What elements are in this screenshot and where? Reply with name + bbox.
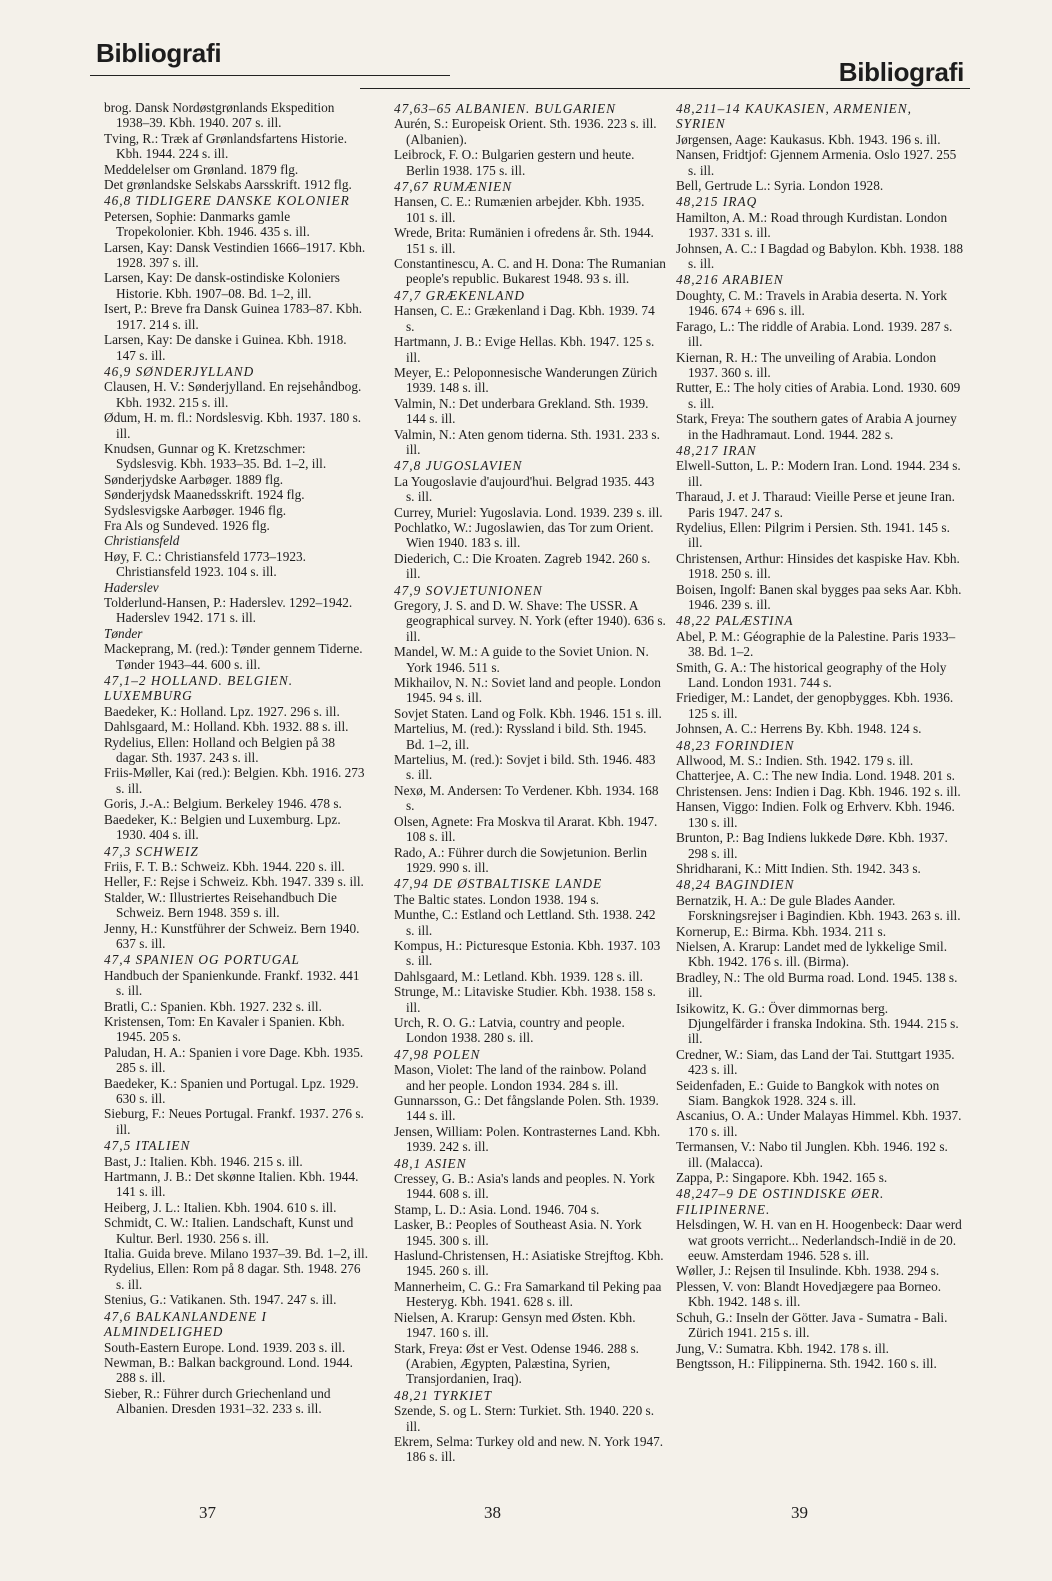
bibliography-entry: Bell, Gertrude L.: Syria. London 1928. <box>676 178 884 194</box>
bibliography-entry: Sydslesvigske Aarbøger. 1946 flg. <box>104 502 287 518</box>
bibliography-entry: Kristensen, Tom: En Kavaler i Spanien. Kbh. 1945. 205 s. <box>104 1013 345 1045</box>
bibliography-entry: Bast, J.: Italien. Kbh. 1946. 215 s. ill. <box>104 1153 303 1169</box>
bibliography-entry: Diederich, C.: Die Kroaten. Zagreb 1942. 260 s. ill. <box>394 550 651 582</box>
bibliography-entry: Stamp, L. D.: Asia. Lond. 1946. 704 s. <box>394 1201 600 1217</box>
bibliography-entry: Dahlsgaard, M.: Holland. Kbh. 1932. 88 s. ill. <box>104 719 349 735</box>
bibliography-entry: Boisen, Ingolf: Banen skal bygges paa seks Aar. Kbh. 1946. 239 s. ill. <box>676 581 962 612</box>
bibliography-entry: Brunton, P.: Bag Indiens lukkede Døre. Kbh. 1937. 298 s. ill. <box>676 830 948 861</box>
bibliography-entry: Wrede, Brita: Rumänien i ofredens år. Sth. 1944. 151 s. ill. <box>394 225 654 256</box>
section-heading: 47,7 GRÆKENLAND <box>394 287 525 303</box>
bibliography-entry: Isikowitz, K. G.: Över dimmornas berg. Djungelfärder i franska Indokina. Sth. 1944. 215 s. ill. <box>676 1000 959 1047</box>
bibliography-entry: Ascanius, O. A.: Under Malayas Himmel. Kbh. 1937. 170 s. ill. <box>676 1108 962 1139</box>
bibliography-entry: Larsen, Kay: Dansk Vestindien 1666–1917. Kbh. 1928. 397 s. ill. <box>104 239 366 271</box>
bibliography-entry: Mikhailov, N. N.: Soviet land and people. London 1945. 94 s. ill. <box>394 675 661 706</box>
bibliography-entry: Nielsen, A. Krarup: Gensyn med Østen. Kbh. 1947. 160 s. ill. <box>394 1309 636 1341</box>
bibliography-entry: Cressey, G. B.: Asia's lands and peoples. N. York 1944. 608 s. ill. <box>394 1171 655 1202</box>
page-number-37: 37 <box>199 1503 216 1522</box>
column-3 <box>676 100 965 1371</box>
bibliography-entry: Rydelius, Ellen: Pilgrim i Persien. Sth. 1941. 145 s. ill. <box>676 519 950 551</box>
section-heading: 48,23 FORINDIEN <box>676 737 795 753</box>
bibliography-entry: Abel, P. M.: Géographie de la Palestine. Paris 1933–38. Bd. 1–2. <box>676 628 956 660</box>
section-heading: 47,9 SOVJETUNIONEN <box>394 582 543 598</box>
section-heading: 47,3 SCHWEIZ <box>104 843 199 859</box>
bibliography-entry: Friis-Møller, Kai (red.): Belgien. Kbh. 1916. 273 s. ill. <box>104 765 365 796</box>
bibliography-entry: Termansen, V.: Nabo til Junglen. Kbh. 1946. 192 s. ill. (Malacca). <box>676 1139 948 1170</box>
bibliography-entry: Bradley, N.: The old Burma road. Lond. 1945. 138 s. ill. <box>676 969 958 1001</box>
bibliography-entry: Lasker, B.: Peoples of Southeast Asia. N. York 1945. 300 s. ill. <box>394 1217 642 1248</box>
bibliography-entry: South-Eastern Europe. Lond. 1939. 203 s. ill. <box>104 1339 346 1355</box>
bibliography-entry: Schmidt, C. W.: Italien. Landschaft, Kunst und Kultur. Berl. 1930. 256 s. ill. <box>104 1215 354 1246</box>
page-header-left: Bibliografi <box>96 38 222 68</box>
bibliography-entry: Johnsen, A. C.: I Bagdad og Babylon. Kbh. 1938. 188 s. ill. <box>676 240 963 272</box>
bibliography-entry: The Baltic states. London 1938. 194 s. <box>394 891 599 907</box>
bibliography-entry: Rydelius, Ellen: Rom på 8 dagar. Sth. 1948. 276 s. ill. <box>104 1261 361 1292</box>
bibliography-entry: Zappa, P.: Singapore. Kbh. 1942. 165 s. <box>676 1170 888 1186</box>
bibliography-entry: Johnsen, A. C.: Herrens By. Kbh. 1948. 124 s. <box>676 721 922 737</box>
bibliography-entry: Jørgensen, Aage: Kaukasus. Kbh. 1943. 196 s. ill. <box>676 131 941 147</box>
section-heading: 47,63–65 ALBANIEN. BULGARIEN <box>394 101 617 116</box>
bibliography-entry: Hamilton, A. M.: Road through Kurdistan. London 1937. 331 s. ill. <box>676 209 948 241</box>
bibliography-entry: Rutter, E.: The holy cities of Arabia. Lond. 1930. 609 s. ill. <box>676 380 961 411</box>
bibliography-entry: Allwood, M. S.: Indien. Sth. 1942. 179 s. ill. <box>676 753 914 769</box>
bibliography-entry: Szende, S. og L. Stern: Turkiet. Sth. 1940. 220 s. ill. <box>394 1403 655 1434</box>
bibliography-entry: Bengtsson, H.: Filippinerna. Sth. 1942. 160 s. ill. <box>676 1355 937 1371</box>
bibliography-entry: Meyer, E.: Peloponnesische Wanderungen Zürich 1939. 148 s. ill. <box>394 364 658 396</box>
bibliography-entry: Seidenfaden, E.: Guide to Bangkok with notes on Siam. Bangkok 1928. 324 s. ill. <box>676 1077 940 1108</box>
bibliography-entry: Dahlsgaard, M.: Letland. Kbh. 1939. 128 s. ill. <box>394 968 643 984</box>
bibliography-entry: Elwell-Sutton, L. P.: Modern Iran. Lond. 1944. 234 s. ill. <box>676 458 961 489</box>
bibliography-entry: Jensen, William: Polen. Kontrasternes Land. Kbh. 1939. 242 s. ill. <box>394 1123 661 1155</box>
bibliography-entry: Sieber, R.: Führer durch Griechenland und Albanien. Dresden 1931–32. 233 s. ill. <box>104 1385 331 1417</box>
section-heading: 48,1 ASIEN <box>394 1155 467 1171</box>
bibliography-entry: Goris, J.-A.: Belgium. Berkeley 1946. 478 s. <box>104 796 342 812</box>
bibliography-entry: Plessen, V. von: Blandt Hovedjægere paa Borneo. Kbh. 1942. 148 s. ill. <box>676 1278 942 1310</box>
bibliography-entry: Constantinescu, A. C. and H. Dona: The Rumanian people's republic. Bukarest 1948. 93 s. ill. <box>394 256 666 287</box>
page-number-38: 38 <box>484 1503 501 1522</box>
bibliography-entry: Hansen, Viggo: Indien. Folk og Erhverv. Kbh. 1946. 130 s. ill. <box>676 799 955 830</box>
bibliography-entry: Hansen, C. E.: Grækenland i Dag. Kbh. 1939. 74 s. <box>394 303 655 334</box>
bibliography-entry: Friis, F. T. B.: Schweiz. Kbh. 1944. 220 s. ill. <box>104 858 345 874</box>
bibliography-entry: Stenius, G.: Vatikanen. Sth. 1947. 247 s. ill. <box>104 1292 337 1308</box>
bibliography-entry: Helsdingen, W. H. van en H. Hoogenbeck: Daar werd wat groots verricht... Nederlandsch-Indië in de 20. eeuw. Amsterdam 1946. 528 s. ill. <box>676 1217 962 1264</box>
bibliography-entry: Olsen, Agnete: Fra Moskva til Ararat. Kbh. 1947. 108 s. ill. <box>394 813 658 845</box>
section-heading: 46,8 TIDLIGERE DANSKE KOLONIER <box>104 193 350 209</box>
section-heading: 47,67 RUMÆNIEN <box>394 179 513 195</box>
bibliography-entry: Heller, F.: Rejse i Schweiz. Kbh. 1947. 339 s. ill. <box>104 874 364 890</box>
bibliography-entry: Baedeker, K.: Belgien und Luxemburg. Lpz. 1930. 404 s. ill. <box>104 811 341 843</box>
bibliography-entry: Christensen, Arthur: Hinsides det kaspiske Hav. Kbh. 1918. 250 s. ill. <box>676 550 960 582</box>
section-heading: 47,94 DE ØSTBALTISKE LANDE <box>394 876 603 892</box>
bibliography-entry: Aurén, S.: Europeisk Orient. Sth. 1936. 223 s. ill. (Albanien). <box>394 116 657 147</box>
bibliography-entry: Knudsen, Gunnar og K. Kretzschmer: Sydslesvig. Kbh. 1933–35. Bd. 1–2, ill. <box>104 440 327 472</box>
bibliography-entry: Mandel, W. M.: A guide to the Soviet Union. N. York 1946. 511 s. <box>394 644 649 675</box>
column-2 <box>394 100 666 1465</box>
bibliography-entry: Nexø, M. Andersen: To Verdener. Kbh. 1934. 168 s. <box>394 782 659 814</box>
bibliography-entry: Schuh, G.: Inseln der Götter. Java - Sumatra - Bali. Zürich 1941. 215 s. ill. <box>676 1309 948 1341</box>
bibliography-entry: Rado, A.: Führer durch die Sowjetunion. Berlin 1929. 990 s. ill. <box>394 844 647 875</box>
bibliography-entry: Italia. Guida breve. Milano 1937–39. Bd. 1–2, ill. <box>104 1246 369 1262</box>
bibliography-entry: Sønderjydsk Maanedsskrift. 1924 flg. <box>104 487 305 503</box>
section-heading: 46,9 SØNDERJYLLAND <box>104 363 255 379</box>
page-header-right: Bibliografi <box>838 57 964 87</box>
bibliography-entry: Heiberg, J. L.: Italien. Kbh. 1904. 610 s. ill. <box>104 1199 337 1215</box>
section-heading: 47,1–2 HOLLAND. BELGIEN. LUXEMBURG <box>104 673 294 704</box>
subsection-heading: Tønder <box>104 625 143 641</box>
bibliography-entry: Hansen, C. E.: Rumænien arbejder. Kbh. 1935. 101 s. ill. <box>394 194 645 225</box>
bibliography-entry: Pochlatko, W.: Jugoslawien, das Tor zum Orient. Wien 1940. 183 s. ill. <box>394 519 654 551</box>
bibliography-entry: Jung, V.: Sumatra. Kbh. 1942. 178 s. ill. <box>676 1340 890 1356</box>
bibliography-entry: Gregory, J. S. and D. W. Shave: The USSR. A geographical survey. N. York (efter 1940). 636 s. ill. <box>394 598 666 644</box>
bibliography-entry: Haslund-Christensen, H.: Asiatiske Strejftog. Kbh. 1945. 260 s. ill. <box>394 1248 664 1279</box>
bibliography-entry: Clausen, H. V.: Sønderjylland. En rejsehåndbog. Kbh. 1932. 215 s. ill. <box>104 379 362 410</box>
section-heading: 47,6 BALKANLANDENE I ALMINDELIGHED <box>104 1308 267 1340</box>
bibliography-entry: Isert, P.: Breve fra Dansk Guinea 1783–87. Kbh. 1917. 214 s. ill. <box>104 301 363 332</box>
bibliography-entry: Martelius, M. (red.): Ryssland i bild. Sth. 1945. Bd. 1–2, ill. <box>394 721 647 752</box>
bibliography-entry: Martelius, M. (red.): Sovjet i bild. Sth. 1946. 483 s. ill. <box>394 752 656 783</box>
bibliography-entry: Mannerheim, C. G.: Fra Samarkand til Peking paa Hesteryg. Kbh. 1941. 628 s. ill. <box>394 1278 662 1310</box>
bibliography-entry: Ekrem, Selma: Turkey old and new. N. York 1947. 186 s. ill. <box>394 1433 664 1465</box>
bibliography-entry: Handbuch der Spanienkunde. Frankf. 1932. 441 s. ill. <box>104 967 360 999</box>
bibliography-entry: Larsen, Kay: De dansk-ostindiske Koloniers Historie. Kbh. 1907–08. Bd. 1–2, ill. <box>104 270 340 301</box>
bibliography-entry: Chatterjee, A. C.: The new India. Lond. 1948. 201 s. <box>676 768 955 784</box>
bibliography-entry: Kiernan, R. H.: The unveiling of Arabia. London 1937. 360 s. ill. <box>676 349 937 380</box>
bibliography-entry: Stalder, W.: Illustriertes Reisehandbuch Die Schweiz. Bern 1948. 359 s. ill. <box>104 889 337 921</box>
bibliography-entry: Meddelelser om Grønland. 1879 flg. <box>104 161 299 177</box>
bibliography-entry: Tving, R.: Træk af Grønlandsfartens Historie. Kbh. 1944. 224 s. ill. <box>104 130 348 162</box>
bibliography-entry: Shridharani, K.: Mitt Indien. Sth. 1942. 343 s. <box>676 860 921 876</box>
section-heading: 48,21 TYRKIET <box>394 1387 492 1403</box>
bibliography-entry: Currey, Muriel: Yugoslavia. Lond. 1939. 239 s. ill. <box>394 504 663 520</box>
bibliography-entry: Nielsen, A. Krarup: Landet med de lykkelige Smil. Kbh. 1942. 176 s. ill. (Birma). <box>676 938 948 970</box>
bibliography-entry: Sønderjydske Aarbøger. 1889 flg. <box>104 471 284 487</box>
bibliography-entry: Leibrock, F. O.: Bulgarien gestern und heute. Berlin 1938. 175 s. ill. <box>394 147 635 178</box>
bibliography-entry: La Yougoslavie d'aujourd'hui. Belgrad 1935. 443 s. ill. <box>394 473 655 505</box>
section-heading: 48,247–9 DE OSTINDISKE ØER. FILIPINERNE. <box>676 1186 885 1217</box>
section-heading: 48,215 IRAQ <box>676 194 758 210</box>
bibliography-entry: Hartmann, J. B.: Det skønne Italien. Kbh. 1944. 141 s. ill. <box>104 1169 359 1200</box>
section-heading: 48,24 BAGINDIEN <box>676 877 795 893</box>
bibliography-entry: Wøller, J.: Rejsen til Insulinde. Kbh. 1938. 294 s. <box>676 1263 940 1279</box>
bibliography-entry: Høy, F. C.: Christiansfeld 1773–1923. Christiansfeld 1923. 104 s. ill. <box>104 548 306 580</box>
bibliography-entry: Valmin, N.: Det underbara Grekland. Sth. 1939. 144 s. ill. <box>394 395 649 427</box>
bibliography-entry: Jenny, H.: Kunstführer der Schweiz. Bern 1940. 637 s. ill. <box>104 920 360 951</box>
bibliography-entry: Tharaud, J. et J. Tharaud: Vieille Perse et jeune Iran. Paris 1947. 247 s. <box>676 489 955 520</box>
bibliography-entry: Nansen, Fridtjof: Gjennem Armenia. Oslo 1927. 255 s. ill. <box>676 147 957 178</box>
header-rule-right <box>360 88 970 89</box>
section-heading: 47,5 ITALIEN <box>104 1138 191 1154</box>
bibliography-entry: Fra Als og Sundeved. 1926 flg. <box>104 517 270 533</box>
bibliography-entry: Munthe, C.: Estland och Lettland. Sth. 1938. 242 s. ill. <box>394 907 656 938</box>
bibliography-entry: Kompus, H.: Picturesque Estonia. Kbh. 1937. 103 s. ill. <box>394 937 661 969</box>
bibliography-entry: Friediger, M.: Landet, der genopbygges. Kbh. 1936. 125 s. ill. <box>676 690 954 721</box>
section-heading: 48,217 IRAN <box>676 442 757 458</box>
section-heading: 47,8 JUGOSLAVIEN <box>394 458 523 474</box>
bibliography-entry: brog. Dansk Nordøstgrønlands Ekspedition 1938–39. Kbh. 1940. 207 s. ill. <box>104 100 335 131</box>
section-heading: 47,4 SPANIEN OG PORTUGAL <box>104 952 300 968</box>
bibliography-entry: Stark, Freya: The southern gates of Arabia A journey in the Hadhramaut. Lond. 1944. 282 s. <box>676 411 957 442</box>
bibliography-entry: Baedeker, K.: Spanien und Portugal. Lpz. 1929. 630 s. ill. <box>104 1075 359 1106</box>
bibliography-entry: Doughty, C. M.: Travels in Arabia deserta. N. York 1946. 674 + 696 s. ill. <box>676 287 947 319</box>
bibliography-entry: Gunnarsson, G.: Det fångslande Polen. Sth. 1939. 144 s. ill. <box>394 1093 659 1124</box>
bibliography-entry: Rydelius, Ellen: Holland och Belgien på 38 dagar. Sth. 1937. 243 s. ill. <box>104 734 336 766</box>
bibliography-entry: Bratli, C.: Spanien. Kbh. 1927. 232 s. ill. <box>104 998 322 1014</box>
subsection-heading: Christiansfeld <box>104 533 180 549</box>
column-1 <box>104 100 369 1417</box>
subsection-heading: Haderslev <box>104 579 159 595</box>
bibliography-entry: Smith, G. A.: The historical geography of the Holy Land. London 1931. 744 s. <box>676 659 947 691</box>
bibliography-entry: Valmin, N.: Aten genom tiderna. Sth. 1931. 233 s. ill. <box>394 426 660 457</box>
bibliography-entry: Sieburg, F.: Neues Portugal. Frankf. 1937. 276 s. ill. <box>104 1106 364 1137</box>
bibliography-entry: Mackeprang, M. (red.): Tønder gennem Tiderne. Tønder 1943–44. 600 s. ill. <box>104 641 363 672</box>
bibliography-entry: Larsen, Kay: De danske i Guinea. Kbh. 1918. 147 s. ill. <box>104 332 347 363</box>
bibliography-entry: Mason, Violet: The land of the rainbow. Poland and her people. London 1934. 284 s. ill. <box>394 1062 647 1093</box>
bibliography-entry: Det grønlandske Selskabs Aarsskrift. 1912 flg. <box>104 177 352 193</box>
bibliography-entry: Urch, R. O. G.: Latvia, country and people. London 1938. 280 s. ill. <box>394 1014 625 1046</box>
bibliography-entry: Bernatzik, H. A.: De gule Blades Aander. Forskningsrejser i Bagindien. Kbh. 1943. 263 s. ill. <box>676 892 961 924</box>
page-number-39: 39 <box>791 1503 808 1522</box>
bibliography-entry: Strunge, M.: Litaviske Studier. Kbh. 1938. 158 s. ill. <box>394 984 656 1015</box>
bibliography-entry: Farago, L.: The riddle of Arabia. Lond. 1939. 287 s. ill. <box>676 318 953 350</box>
bibliography-entry: Stark, Freya: Øst er Vest. Odense 1946. 288 s. (Arabien, Ægypten, Palæstina, Syrien, Transjordanien, Iraq). <box>394 1340 639 1387</box>
bibliography-entry: Sovjet Staten. Land og Folk. Kbh. 1946. 151 s. ill. <box>394 705 662 721</box>
section-heading: 48,211–14 KAUKASIEN, ARMENIEN, SYRIEN <box>676 101 912 132</box>
bibliography-entry: Kornerup, E.: Birma. Kbh. 1934. 211 s. <box>676 923 887 939</box>
section-heading: 47,98 POLEN <box>394 1046 481 1062</box>
bibliography-entry: Credner, W.: Siam, das Land der Tai. Stuttgart 1935. 423 s. ill. <box>676 1046 955 1078</box>
section-heading: 48,216 ARABIEN <box>676 272 784 288</box>
header-rule-left <box>90 75 450 76</box>
bibliography-entry: Hartmann, J. B.: Evige Hellas. Kbh. 1947. 125 s. ill. <box>394 334 655 365</box>
bibliography-entry: Paludan, H. A.: Spanien i vore Dage. Kbh. 1935. 285 s. ill. <box>104 1044 364 1076</box>
bibliography-entry: Petersen, Sophie: Danmarks gamle Tropekolonier. Kbh. 1946. 435 s. ill. <box>104 208 310 240</box>
bibliography-entry: Newman, B.: Balkan background. Lond. 1944. 288 s. ill. <box>104 1354 353 1386</box>
bibliography-entry: Tolderlund-Hansen, P.: Haderslev. 1292–1942. Haderslev 1942. 171 s. ill. <box>104 595 353 626</box>
section-heading: 48,22 PALÆSTINA <box>676 613 794 629</box>
bibliography-entry: Baedeker, K.: Holland. Lpz. 1927. 296 s. ill. <box>104 703 340 719</box>
bibliography-entry: Christensen. Jens: Indien i Dag. Kbh. 1946. 192 s. ill. <box>676 783 961 799</box>
bibliography-entry: Ødum, H. m. fl.: Nordslesvig. Kbh. 1937. 180 s. ill. <box>104 410 362 441</box>
